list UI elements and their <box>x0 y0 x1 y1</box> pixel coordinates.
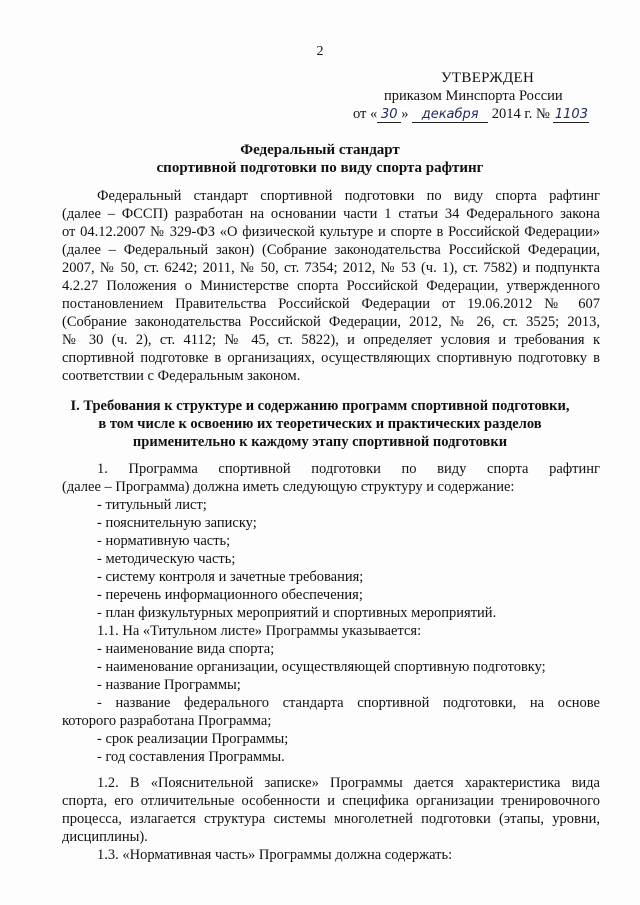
item13-heading: 1.3. «Нормативная часть» Программы должна содержать: <box>97 847 453 863</box>
list-item: - название Программы; <box>97 677 241 693</box>
list-item: - наименование вида спорта; <box>97 641 275 657</box>
list-item: - план физкультурных мероприятий и спортивных мероприятий. <box>97 605 497 621</box>
approval-order: приказом Минспорта России <box>384 88 563 104</box>
item12-line: 1.2. В «Пояснительной записке» Программы дается характеристика вида <box>97 775 600 791</box>
list-item: - год составления Программы. <box>97 749 285 765</box>
intro-line: Федеральный стандарт спортивной подготовки по виду спорта рафтинг <box>97 188 600 204</box>
item12-line: спорта, его отличительные особенности и специфика организации тренировочного <box>62 793 600 809</box>
list-item: - наименование организации, осуществляющей спортивную подготовку; <box>97 659 546 675</box>
item1-line: 1. Программа спортивной подготовки по виду спорта рафтинг <box>97 461 600 477</box>
date-mid: » <box>401 106 409 122</box>
date-year: 2014 г. № <box>491 106 550 122</box>
intro-line: № 30 (ч. 2), ст. 4112; № 45, ст. 5822), и определяет условия и требования к <box>62 332 600 348</box>
list-item: - систему контроля и зачетные требования; <box>97 569 364 585</box>
date-day-handwritten: 30 <box>377 107 401 123</box>
section-heading-line1: I. Требования к структуре и содержанию программ спортивной подготовки, <box>70 398 570 414</box>
list-item: - нормативную часть; <box>97 533 231 549</box>
intro-line: спортивной подготовке в организациях, осуществляющих спортивную подготовку в <box>62 350 600 366</box>
date-month-handwritten: декабря <box>412 107 488 123</box>
document-title-line2: спортивной подготовки по виду спорта рафтинг <box>156 160 484 176</box>
section-heading-line2: в том числе к освоению их теоретических и практических разделов <box>98 416 542 432</box>
intro-line: (далее – ФССП) разработан на основании части 1 статьи 34 Федерального закона <box>62 206 600 222</box>
intro-line: 2007, № 50, ст. 6242; 2011, № 50, ст. 7354; 2012, № 53 (ч. 1), ст. 7582) и подпункта <box>62 260 600 276</box>
list-item: - перечень информационного обеспечения; <box>97 587 363 603</box>
list-item: - название федерального стандарта спортивной подготовки, на основе <box>97 695 600 711</box>
intro-line: (Собрание законодательства Российской Федерации, 2012, № 26, ст. 3525; 2013, <box>62 314 600 330</box>
intro-line: (далее – Федеральный закон) (Собрание законодательства Российской Федерации, <box>62 242 600 258</box>
list-item: - пояснительную записку; <box>97 515 257 531</box>
item11-heading: 1.1. На «Титульном листе» Программы указывается: <box>97 623 422 639</box>
item12-line: дисциплины). <box>62 829 148 845</box>
approval-heading: УТВЕРЖДЕН <box>441 70 535 86</box>
page-number: 2 <box>316 44 324 59</box>
approval-date-line <box>353 106 589 123</box>
intro-line: от 04.12.2007 № 329-ФЗ «О физической культуре и спорте в Российской Федерации» <box>62 224 600 240</box>
intro-line: 4.2.27 Положения о Министерстве спорта Российской Федерации, утвержденного <box>62 278 600 294</box>
list-item-continuation: которого разработана Программа; <box>62 713 272 729</box>
document-title-line1: Федеральный стандарт <box>240 142 400 158</box>
intro-line: постановлением Правительства Российской Федерации от 19.06.2012 № 607 <box>62 296 600 312</box>
list-item: - методическую часть; <box>97 551 236 567</box>
list-item: - титульный лист; <box>97 497 207 513</box>
list-item: - срок реализации Программы; <box>97 731 289 747</box>
date-prefix: от « <box>353 106 378 122</box>
intro-line: соответствии с Федеральным законом. <box>62 368 301 384</box>
order-number-handwritten: 1103 <box>554 107 588 122</box>
item12-line: процесса, излагается структура системы многолетней подготовки (этапы, уровни, <box>62 811 600 827</box>
item1-line: (далее – Программа) должна иметь следующую структуру и содержание: <box>62 479 515 495</box>
section-heading-line3: применительно к каждому этапу спортивной подготовки <box>132 434 508 450</box>
